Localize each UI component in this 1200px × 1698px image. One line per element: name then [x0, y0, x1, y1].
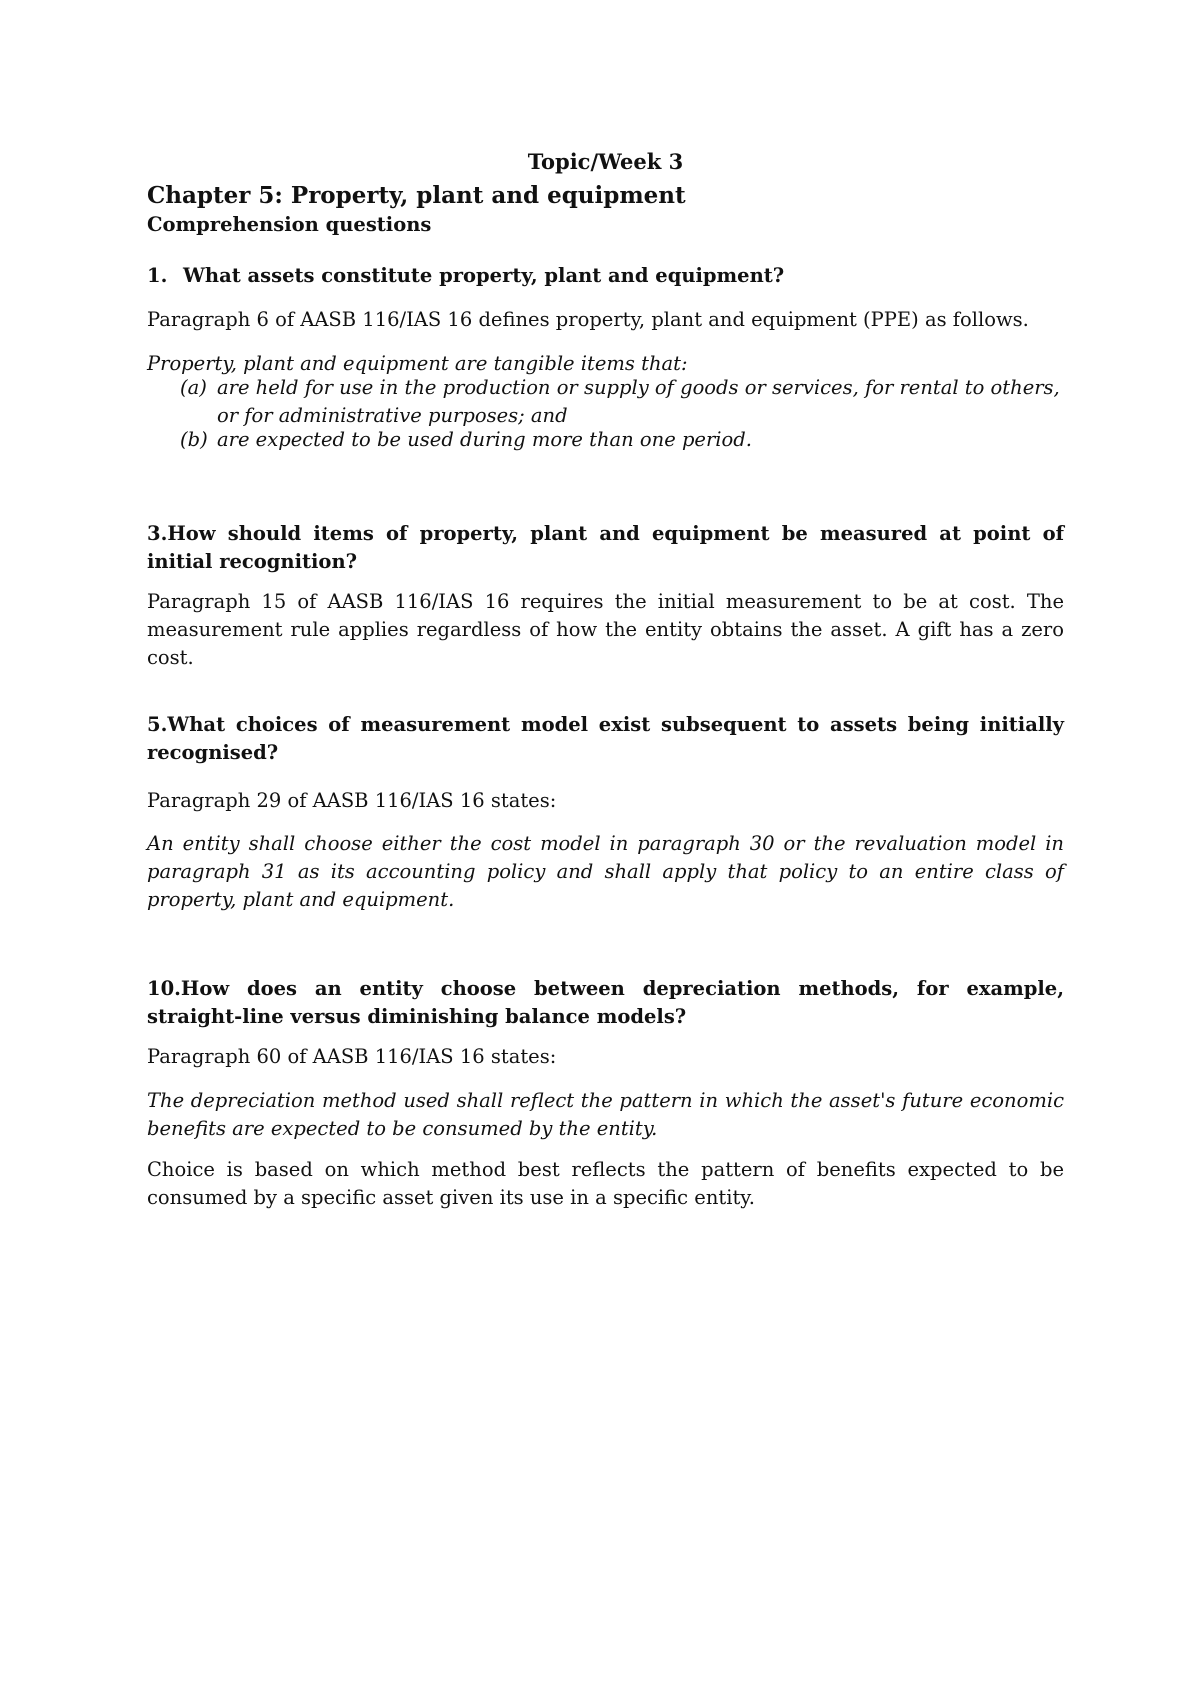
question-5-quote: An entity shall choose either the cost model in paragraph 30 or the revaluation model in paragraph 31 as its accounting policy and shall apply that policy to an entire class of property, plant and equipment.: [147, 832, 1064, 911]
definition-item-b: [180, 426, 1064, 454]
question-1: [147, 262, 1064, 290]
section-heading: Comprehension questions: [147, 213, 432, 236]
question-1-text: What assets constitute property, plant and equipment?: [183, 264, 785, 287]
question-10-answer: Choice is based on which method best reflects the pattern of benefits expected to be consumed by a specific asset given its use in a specific entity.: [147, 1158, 1064, 1209]
question-10: 10.How does an entity choose between depreciation methods, for example, straight-line versus diminishing balance models?: [147, 977, 1064, 1028]
definition-item-marker: (a): [180, 376, 207, 399]
question-10-answer-intro: Paragraph 60 of AASB 116/IAS 16 states:: [147, 1045, 557, 1068]
document-page: [147, 0, 1064, 1698]
definition-item-text: are expected to be used during more than one period.: [217, 428, 752, 451]
question-10-quote: The depreciation method used shall reflect the pattern in which the asset's future economic benefits are expected to be consumed by the entity.: [147, 1089, 1064, 1140]
topic-heading: Topic/Week 3: [527, 149, 684, 174]
chapter-title: Chapter 5: Property, plant and equipment: [147, 182, 686, 209]
definition-item-marker: (b): [180, 428, 208, 451]
question-3-answer: Paragraph 15 of AASB 116/IAS 16 requires the initial measurement to be at cost. The measurement rule applies regardless of how the entity obtains the asset. A gift has a zero cost.: [147, 590, 1064, 669]
question-5-answer-intro: Paragraph 29 of AASB 116/IAS 16 states:: [147, 789, 557, 812]
definition-item-a: [180, 374, 1064, 430]
question-1-number: 1.: [147, 264, 168, 287]
definition-item-text: are held for use in the production or supply of goods or services, for rental to others, or for administrative purposes; and: [217, 376, 1060, 427]
definition-lead: Property, plant and equipment are tangible items that:: [147, 352, 688, 375]
question-5: 5.What choices of measurement model exist subsequent to assets being initially recognised?: [147, 713, 1064, 764]
question-3: 3.How should items of property, plant and equipment be measured at point of initial recognition?: [147, 522, 1064, 573]
question-1-answer-intro: Paragraph 6 of AASB 116/IAS 16 defines property, plant and equipment (PPE) as follows.: [147, 308, 1029, 331]
